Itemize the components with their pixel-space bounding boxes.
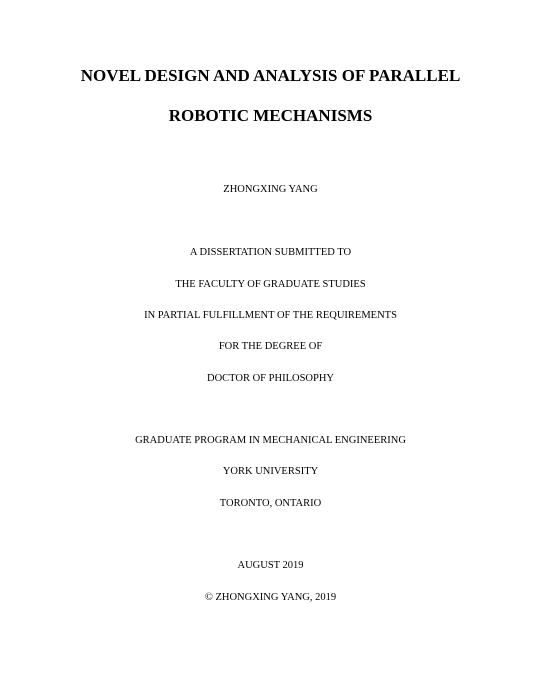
submission-line-4: FOR THE DEGREE OF bbox=[218, 341, 323, 352]
submission-line-3: IN PARTIAL FULFILLMENT OF THE REQUIREMENTS bbox=[144, 310, 397, 321]
university-name: YORK UNIVERSITY bbox=[222, 466, 319, 477]
thesis-title-line-2: ROBOTIC MECHANISMS bbox=[168, 106, 373, 125]
submission-date: AUGUST 2019 bbox=[237, 560, 304, 571]
author-name: ZHONGXING YANG bbox=[223, 184, 318, 195]
program-name: GRADUATE PROGRAM IN MECHANICAL ENGINEERING bbox=[135, 435, 406, 446]
submission-line-2: THE FACULTY OF GRADUATE STUDIES bbox=[175, 279, 366, 290]
submission-line-1: A DISSERTATION SUBMITTED TO bbox=[189, 247, 352, 258]
copyright-notice: © ZHONGXING YANG, 2019 bbox=[204, 592, 337, 603]
degree-name: DOCTOR OF PHILOSOPHY bbox=[207, 373, 334, 384]
thesis-title-line-1: NOVEL DESIGN AND ANALYSIS OF PARALLEL bbox=[80, 66, 461, 85]
location: TORONTO, ONTARIO bbox=[219, 498, 322, 509]
